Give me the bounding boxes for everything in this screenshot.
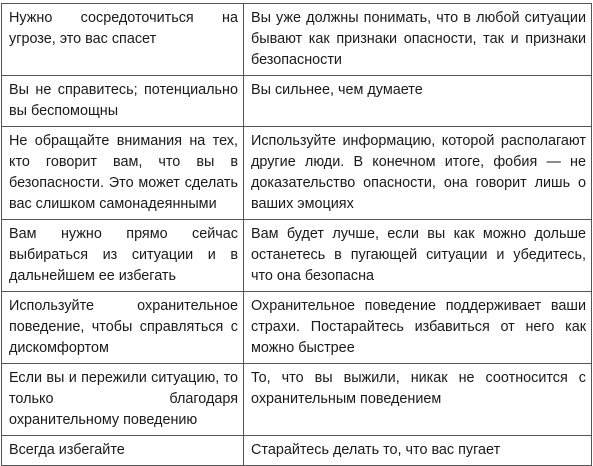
table-cell-left: Если вы и пережили ситуацию, то только благодаря охранительному поведению [2,364,244,436]
table-cell-right: Вы уже должны понимать, что в любой ситуации бывают как признаки опасности, так и признаки безопасности [244,4,592,76]
table-row [2,4,592,76]
table-row [2,220,592,292]
table-row [2,292,592,364]
table-cell-right: Вы сильнее, чем думаете [244,76,592,127]
table-cell-right: Охранительное поведение поддерживает ваши страхи. Постарайтесь избавиться от него как можно быстрее [244,292,592,364]
table-cell-left: Используйте охранительное поведение, чтобы справляться с дискомфортом [2,292,244,364]
table-cell-left: Не обращайте внимания на тех, кто говорит вам, что вы в безопасности. Это может сделать вас слишком самонадеянными [2,127,244,220]
table-cell-left: Вам нужно прямо сейчас выбираться из ситуации и в дальнейшем ее избегать [2,220,244,292]
comparison-table [1,3,592,466]
table-cell-left: Всегда избегайте [2,436,244,466]
table-cell-right: То, что вы выжили, никак не соотносится с охранительным поведением [244,364,592,436]
table-row [2,76,592,127]
table-cell-right: Вам будет лучше, если вы как можно дольше останетесь в пугающей ситуации и убедитесь, что она безопасна [244,220,592,292]
table-cell-right: Используйте информацию, которой располагают другие люди. В конечном итоге, фобия — не доказательство опасности, она говорит лишь о ваших эмоциях [244,127,592,220]
table-cell-right: Старайтесь делать то, что вас пугает [244,436,592,466]
table-cell-left: Нужно сосредоточиться на угрозе, это вас спасет [2,4,244,76]
table-row [2,436,592,466]
table-row [2,127,592,220]
table-cell-left: Вы не справитесь; потенциально вы беспомощны [2,76,244,127]
table-row [2,364,592,436]
